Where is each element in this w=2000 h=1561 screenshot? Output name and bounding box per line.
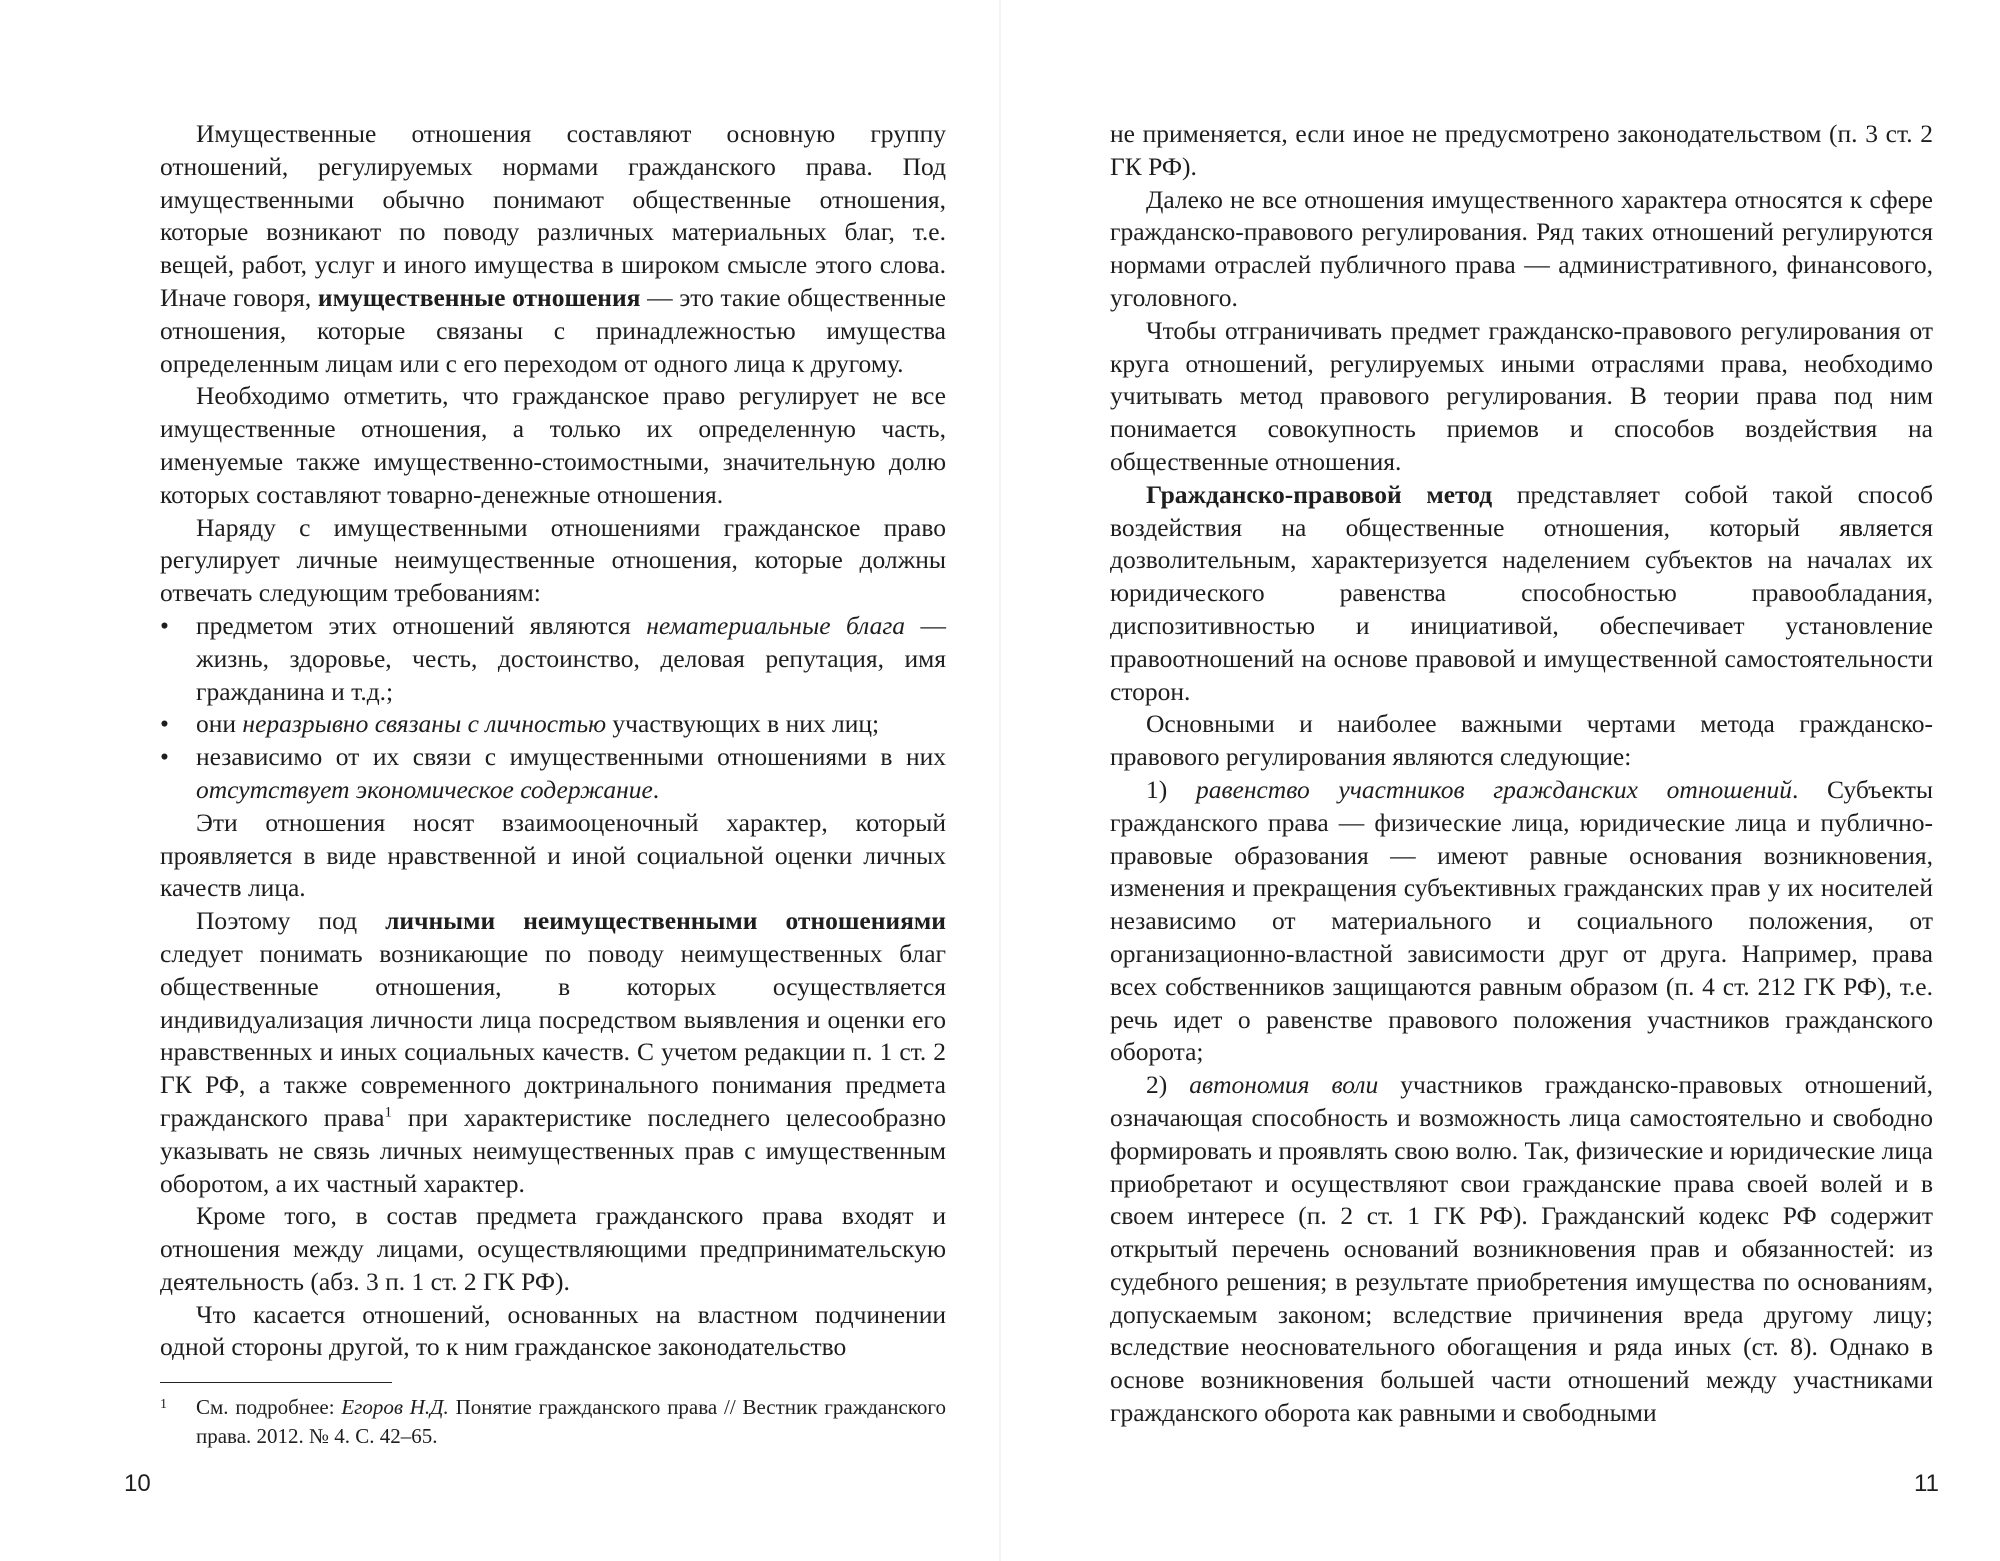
bullet-list: [160, 610, 946, 807]
paragraph-continuation: не применяется, если иное не предусмотрено законодательством (п. 3 ст. 2 ГК РФ).: [1110, 119, 1933, 181]
list-item: • они неразрывно связаны с личностью участвующих в них лиц;: [160, 708, 946, 741]
italic-term: равенство участников гражданских отношений: [1195, 774, 1792, 804]
footnote: [160, 1393, 946, 1451]
paragraph: Поэтому под личными неимущественными отношениями следует понимать возникающие по поводу неимущественных благ общественные отношения, в которых осуществляется индивидуализация личности лица посредством выявления и оценки его нравственных и иных социальных качеств. С учетом редакции п. 1 ст. 2 ГК РФ, а также современного доктринального понимания предмета гражданского права$^1$ при характеристике последнего целесообразно указывать не связь личных неимущественных прав с имущественным оборотом, а их частный характер.: [160, 906, 946, 1198]
footnote-reference[interactable]: 1: [384, 1104, 392, 1121]
paragraph: Необходимо отметить, что гражданское право регулирует не все имущественные отношения, а только их определенную часть, именуемые также имущественно-стоимостными, значительную долю которых составляют товарно-денежные отношения.: [160, 381, 946, 509]
bullet-icon: •: [160, 742, 169, 772]
paragraph: Чтобы отграничивать предмет гражданско-правового регулирования от круга отношений, регулируемых иными отраслями права, необходимо учитывать метод правового регулирования. В теории права под ним понимается совокупность приемов и способов воздействия на общественные отношения.: [1110, 315, 1933, 476]
paragraph: 2) автономия воли участников гражданско-правовых отношений, означающая способность и возможность лица самостоятельно и свободно формировать и проявлять свою волю. Так, физические и юридические лица приобретают и осуществляют свои гражданские права своей волей и в своем интересе (п. 2 ст. 1 ГК РФ). Гражданский кодекс РФ содержит открытый перечень оснований возникновения прав и обязанностей: из судебного решения; в результате приобретения имущества по основаниям, допускаемым законом; вследствие причинения вреда другому лицу; вследствие неосновательного обогащения и ряда иных (ст. 8). Однако в основе возникновения большей части отношений между участниками гражданского оборота как равными и свободными: [1110, 1070, 1934, 1428]
list-item: • независимо от их связи с имущественными отношениями в них отсутствует экономическое содержание.: [160, 742, 946, 804]
bold-term: личными неимущественными отношениями: [385, 906, 946, 936]
author-name: Егоров Н.Д.: [341, 1395, 449, 1419]
bullet-icon: •: [160, 610, 169, 640]
list-item: • предметом этих отношений являются нематериальные блага — жизнь, здоровье, честь, достоинство, деловая репутация, имя гражданина и т.д.;: [160, 610, 947, 706]
paragraph: Имущественные отношения составляют основную группу отношений, регулируемых нормами гражданского права. Под имущественными обычно понимают общественные отношения, которые возникают по поводу различных материальных благ, т.е. вещей, работ, услуг и иного имущества в широком смысле этого слова. Иначе говоря, имущественные отношения — это такие общественные отношения, которые связаны с принадлежностью имущества определенным лицам или с его переходом от одного лица к другому.: [160, 119, 947, 378]
paragraph: Что касается отношений, основанных на властном подчинении одной стороны другой, то к ним гражданское законодательство: [160, 1299, 946, 1362]
paragraph: Основными и наиболее важными чертами метода гражданско-правового регулирования являются следующие:: [1110, 709, 1933, 772]
right-page: [1000, 0, 2000, 1561]
paragraph: Наряду с имущественными отношениями гражданское право регулирует личные неимущественные отношения, которые должны отвечать следующим требованиям:: [160, 512, 946, 608]
paragraph: 1) равенство участников гражданских отношений. Субъекты гражданского права — физические лица, юридические лица и публично-правовые образования — имеют равные основания возникновения, изменения и прекращения субъективных гражданских прав у их носителей независимо от материального и социального положения, от организационно-властной зависимости друг от друга. Например, права всех собственников защищаются равным образом (п. 4 ст. 212 ГК РФ), т.е. речь идет о равенстве правового положения участников гражданского оборота;: [1110, 774, 1933, 1067]
right-page-text-column: [1110, 118, 1933, 1430]
bold-term: Гражданско-правовой метод: [1146, 479, 1493, 509]
bold-term: имущественные отношения: [317, 282, 641, 312]
left-page-text-column: [160, 118, 946, 1364]
footnote-divider: [160, 1382, 392, 1383]
paragraph: Гражданско-правовой метод представляет собой такой способ воздействия на общественные отношения, который является дозволительным, характеризуется наделением субъектов на началах их юридического равенства способностью правообладания, диспозитивностью и инициативой, обеспечивает установление правоотношений на основе правовой и имущественной самостоятельности сторон.: [1110, 479, 1933, 706]
paragraph: Эти отношения носят взаимооценочный характер, который проявляется в виде нравственной и иной социальной оценки личных качеств лица.: [160, 807, 946, 903]
paragraph: Кроме того, в состав предмета гражданского права входят и отношения между лицами, осуществляющими предпринимательскую деятельность (абз. 3 п. 1 ст. 2 ГК РФ).: [160, 1201, 946, 1296]
page-number-left: 10: [124, 1470, 151, 1497]
italic-term: отсутствует экономическое содержание: [196, 774, 653, 804]
italic-term: автономия воли: [1189, 1070, 1379, 1100]
bullet-icon: •: [160, 709, 169, 739]
footnote-mark: 1: [160, 1397, 167, 1412]
page-number-right: 11: [1914, 1470, 1939, 1497]
paragraph: Далеко не все отношения имущественного характера относятся к сфере гражданско-правового регулирования. Ряд таких отношений регулируются нормами отраслей публичного права — административного, финансового, уголовного.: [1110, 184, 1933, 312]
footnote-text: См. подробнее: Егоров Н.Д. Понятие гражданского права // Вестник гражданского права. 2012. № 4. С. 42–65.: [196, 1395, 946, 1448]
italic-term: неразрывно связаны с личностью: [242, 709, 607, 739]
italic-term: нематериальные блага: [646, 610, 906, 640]
